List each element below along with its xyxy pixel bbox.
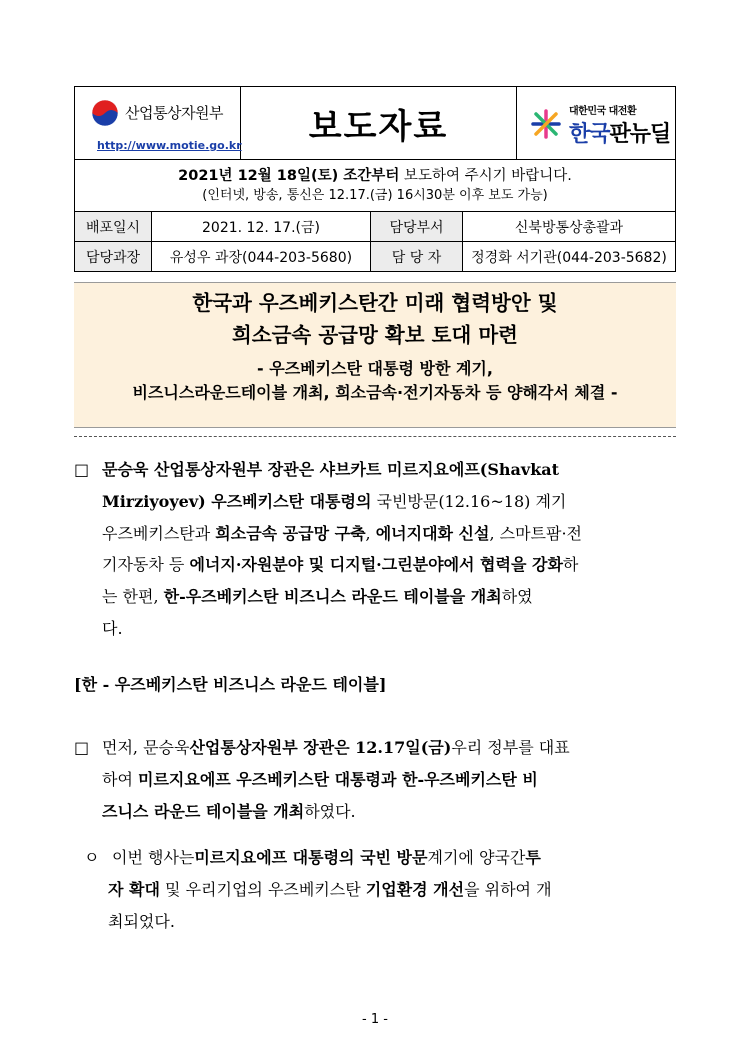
value-release-date: 2021. 12. 17.(금) — [152, 212, 371, 241]
label-release-date: 배포일시 — [75, 212, 152, 241]
headline-title — [74, 287, 676, 351]
headline-subtitle — [74, 357, 676, 405]
square-bullet: □ — [74, 738, 90, 757]
section-heading: [한 - 우즈베키스탄 비즈니스 라운드 테이블] — [74, 675, 387, 694]
newdeal-title — [569, 117, 670, 148]
headline-box — [74, 282, 676, 428]
paragraph-3: ㅇ 이번 행사는 미르지요에프 대통령의 국빈 방문 계기에 양국간 투 자 확대 및 우리기업의 우즈베키스탄 기업환경 개선을 위하여 개 최되었다. — [84, 842, 678, 937]
info-row-distribution — [75, 212, 675, 241]
subtitle-line-1: - 우즈베키스탄 대통령 방한 계기, — [257, 359, 493, 378]
headline-line-1: 한국과 우즈베키스탄간 미래 협력방안 및 — [192, 291, 558, 315]
embargo-text: 보도하여 주시기 바랍니다. — [399, 168, 572, 184]
headline-line-2: 희소금속 공급망 확보 토대 마련 — [232, 323, 518, 347]
ministry-name: 산업통상자원부 — [125, 104, 223, 122]
newdeal-star-icon — [531, 109, 561, 139]
newdeal-title-part2: 판뉴딜 — [609, 122, 671, 147]
label-department: 담당부서 — [371, 212, 463, 241]
page-number: - 1 - — [362, 1012, 388, 1027]
embargo-notice — [75, 160, 675, 212]
label-director: 담당과장 — [75, 242, 152, 271]
value-contact-person: 정경화 서기관(044-203-5682) — [471, 249, 667, 266]
section-divider — [74, 436, 676, 437]
paragraph-1: □ 문승욱 산업통상자원부 장관은 샤브카트 미르지요에프(Shavkat Mirziyoyev) 우즈베키스탄 대통령의 국빈방문(12.16~18) 계기 우즈베키스탄과 희소금속 공급망 구축, 에너지대화 신설, 스마트팜·전 기자동차 등 에너지·자원분야 및 디지털·그린분야에서 협력을 강화하 는 한편, 한-우즈베키스탄 비즈니스 라운드 테이블을 개최하였 다. — [74, 454, 678, 645]
header-top-row — [75, 87, 675, 160]
info-row-contacts — [75, 241, 675, 271]
press-title-cell — [241, 87, 517, 159]
circle-bullet: ㅇ — [84, 848, 100, 867]
label-contact-person: 담 당 자 — [371, 242, 463, 271]
press-header-table — [74, 86, 676, 272]
newdeal-title-part1: 한국 — [569, 122, 610, 147]
ministry-url-link[interactable]: http://www.motie.go.kr — [97, 139, 242, 152]
newdeal-logo-cell — [517, 87, 675, 159]
press-title: 보도자료 — [308, 106, 449, 147]
newdeal-subtitle: 대한민국 대전환 — [569, 106, 637, 117]
embargo-online-note: (인터넷, 방송, 통신은 12.17.(금) 16시30분 이후 보도 가능) — [202, 188, 548, 203]
value-director: 유성우 과장(044-203-5680) — [152, 242, 371, 271]
paragraph-2: □ 먼저, 문승욱 산업통상자원부 장관은 12.17일(금) 우리 정부를 대표 하여 미르지요에프 우즈베키스탄 대통령과 한-우즈베키스탄 비 즈니스 라운드 테이블을 개최하였다. — [74, 732, 678, 827]
embargo-date: 2021년 12월 18일(토) 조간부터 — [178, 168, 400, 184]
subtitle-line-2: 비즈니스라운드테이블 개최, 희소금속·전기자동차 등 양해각서 체결 - — [132, 383, 618, 402]
ministry-cell — [75, 87, 241, 159]
value-department: 신북방통상총괄과 — [514, 219, 624, 236]
government-emblem-icon — [91, 99, 119, 127]
square-bullet: □ — [74, 460, 90, 479]
